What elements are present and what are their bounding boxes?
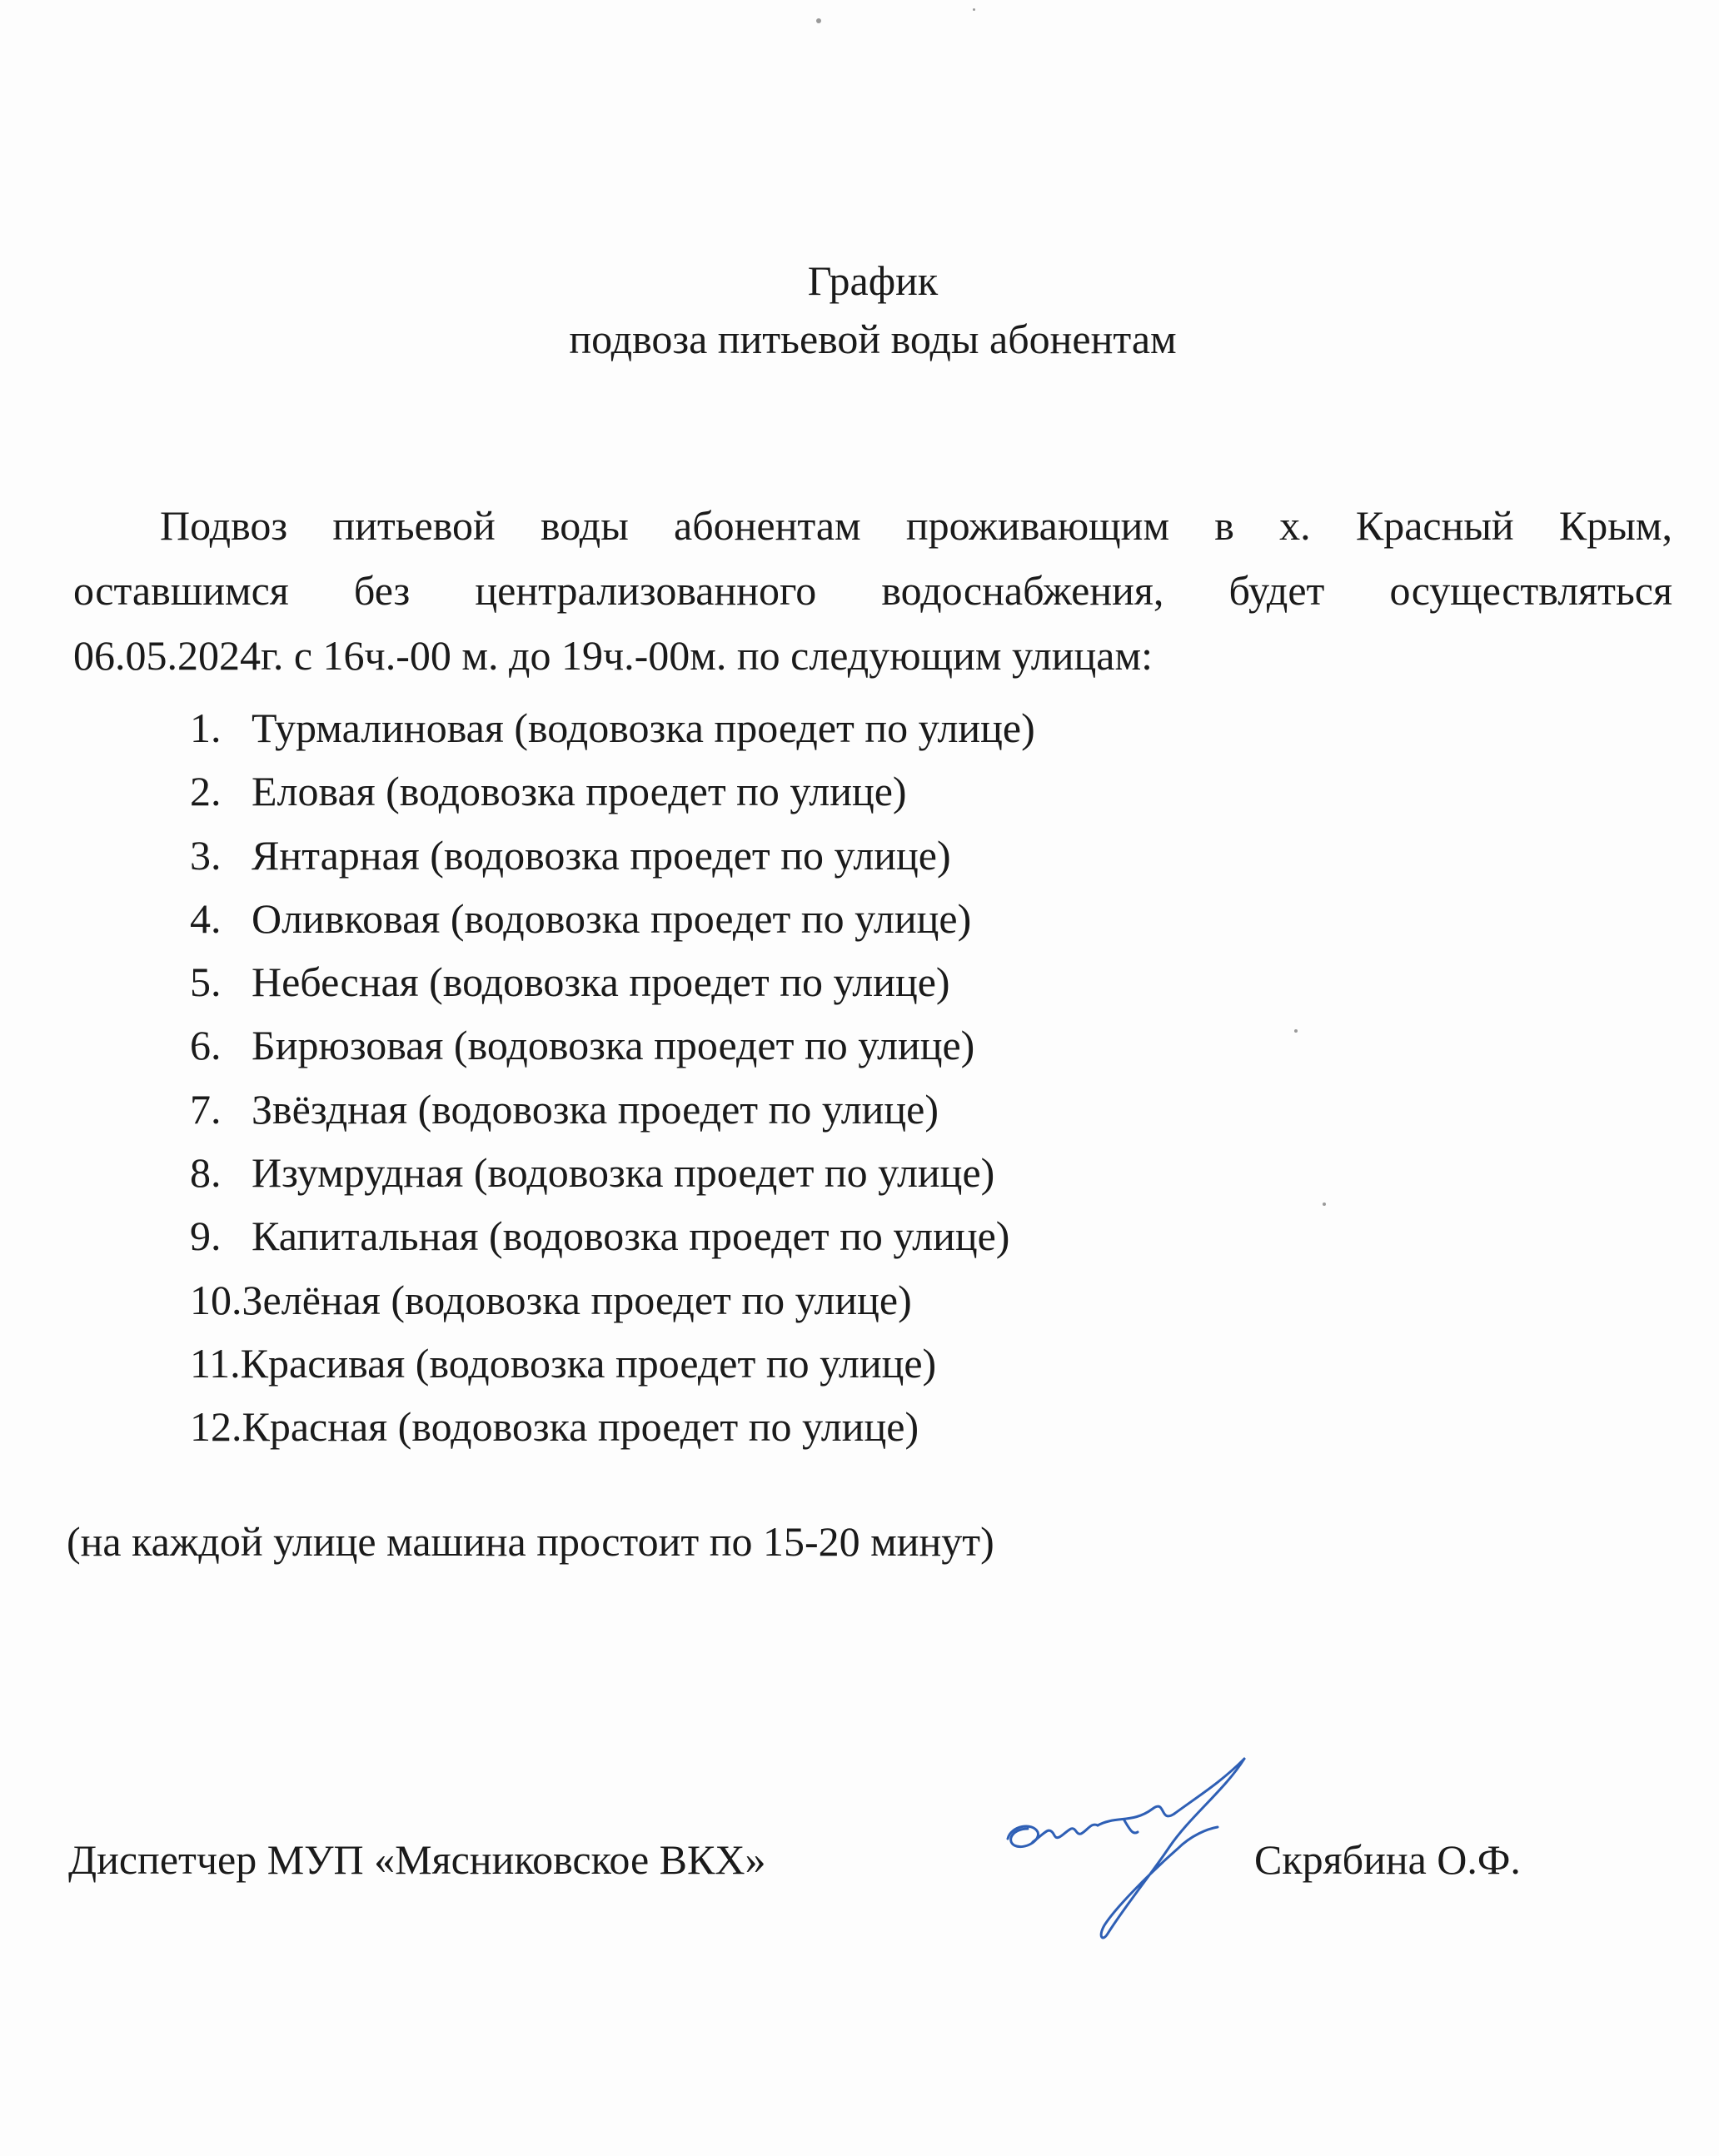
list-item [190, 887, 1035, 950]
list-item [190, 696, 1035, 759]
list-item-number: 2. [190, 768, 222, 815]
list-item-number: 5. [190, 958, 222, 1006]
list-item-text: Бирюзовая (водовозка проедет по улице) [252, 1022, 975, 1069]
list-item-text: Еловая (водовозка проедет по улице) [252, 768, 907, 815]
list-item-text: Красная (водовозка проедет по улице) [242, 1403, 919, 1451]
list-item-number: 4. [190, 894, 222, 942]
intro-line: оставшимся без централизованного водоснабжения, будет осуществляться [73, 567, 1672, 614]
list-item-number: 7. [190, 1085, 222, 1133]
list-item [190, 759, 1035, 823]
list-item-text: Звёздная (водовозка проедет по улице) [252, 1085, 939, 1133]
intro-paragraph [73, 493, 1672, 688]
list-item-text: Турмалиновая (водовозка проедет по улице) [252, 705, 1035, 751]
list-item-text: Капитальная (водовозка проедет по улице) [252, 1212, 1010, 1260]
intro-line: 06.05.2024г. с 16ч.-00 м. до 19ч.-00м. по следующим улицам: [73, 632, 1153, 679]
signer-name: Скрябина О.Ф. [1254, 1836, 1521, 1883]
list-item-text: Янтарная (водовозка проедет по улице) [252, 831, 951, 879]
intro-line: Подвоз питьевой воды абонентам проживающим в х. Красный Крым, [160, 502, 1672, 549]
list-item [190, 1078, 1035, 1141]
document-subtitle: подвоза питьевой воды абонентам [569, 316, 1177, 362]
list-item-number: 6. [190, 1022, 222, 1069]
list-item [190, 1013, 1035, 1077]
list-item [190, 1332, 1035, 1395]
list-item-number: 12. [190, 1403, 242, 1451]
signer-position: Диспетчер МУП «Мясниковское ВКХ» [68, 1836, 766, 1883]
list-item-text: Красивая (водовозка проедет по улице) [240, 1339, 937, 1387]
list-item [190, 1141, 1035, 1204]
scan-speck [973, 8, 975, 11]
scan-speck [1323, 1202, 1326, 1206]
list-item-number: 3. [190, 831, 222, 879]
list-item [190, 950, 1035, 1013]
list-item-number: 11. [190, 1339, 241, 1387]
list-item [190, 824, 1035, 887]
scan-speck [1294, 1029, 1298, 1033]
handwritten-signature [999, 1749, 1266, 1949]
scan-speck [816, 18, 821, 23]
list-item-text: Небесная (водовозка проедет по улице) [252, 958, 950, 1006]
street-list [190, 696, 1035, 1459]
list-item-number: 9. [190, 1212, 222, 1260]
list-item-number: 8. [190, 1149, 222, 1197]
list-item-text: Оливковая (водовозка проедет по улице) [252, 894, 972, 942]
list-item [190, 1204, 1035, 1267]
list-item [190, 1268, 1035, 1332]
list-item-number: 10. [190, 1276, 242, 1323]
document-title: График [807, 257, 939, 304]
list-item [190, 1395, 1035, 1458]
list-item-text: Изумрудная (водовозка проедет по улице) [252, 1149, 995, 1197]
list-item-text: Зелёная (водовозка проедет по улице) [242, 1276, 912, 1323]
duration-note: (на каждой улице машина простоит по 15-20 минут) [67, 1518, 994, 1565]
list-item-number: 1. [190, 705, 222, 751]
